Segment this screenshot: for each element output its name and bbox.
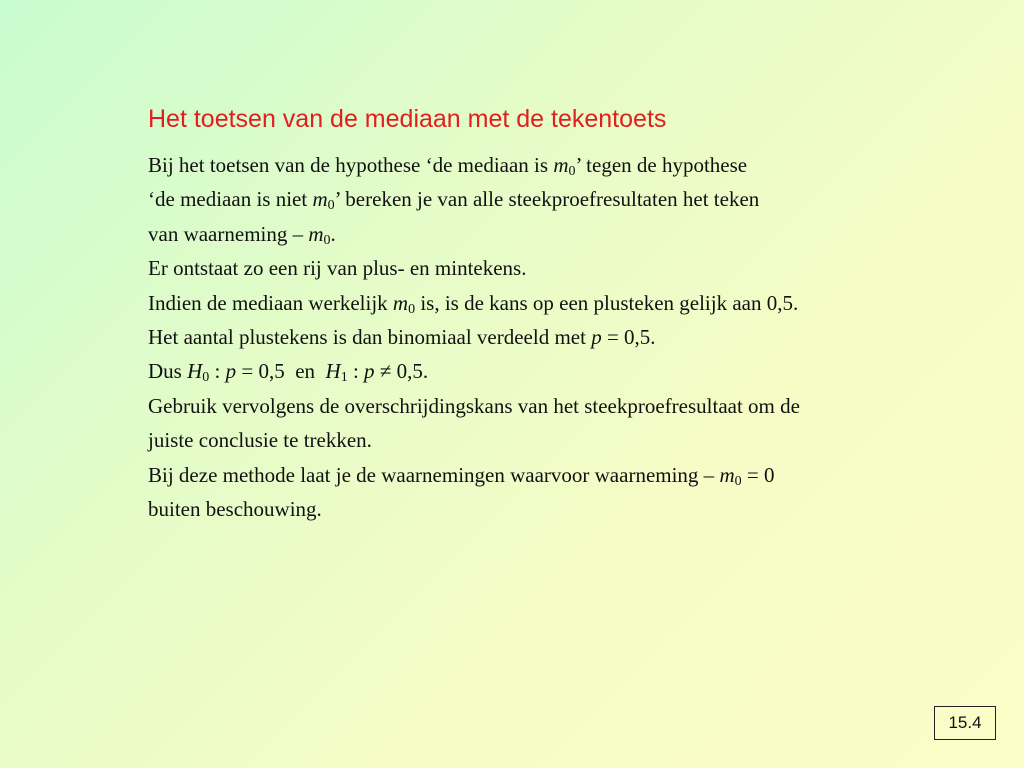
text-segment: . <box>330 221 336 246</box>
body-line-11: buiten beschouwing. <box>148 496 322 521</box>
body-line-5 <box>148 286 968 320</box>
text-segment: van waarneming – <box>148 221 309 246</box>
math-subscript: 0 <box>323 232 331 248</box>
math-variable: H <box>187 359 203 384</box>
text-segment: Dus <box>148 359 188 384</box>
math-variable: p <box>364 359 375 384</box>
text-segment: ’ bereken je van alle steekproefresultaten het teken <box>334 187 760 212</box>
text-segment: Bij deze methode laat je de waarnemingen waarvoor waarneming – <box>148 462 720 487</box>
math-variable: p <box>225 359 237 384</box>
math-variable: H <box>325 359 341 384</box>
body-line-7 <box>148 354 968 388</box>
text-segment: = 0 <box>741 462 775 487</box>
text-segment: = 0,5. <box>601 324 656 349</box>
text-segment: ’ tegen de hypothese <box>575 153 748 177</box>
text-segment: ‘de mediaan is niet <box>148 187 313 212</box>
text-segment: Indien de mediaan werkelijk <box>148 290 393 315</box>
body-line-9: juiste conclusie te trekken. <box>148 428 372 453</box>
text-segment: Bij het toetsen van de hypothese ‘de mediaan is <box>148 153 554 177</box>
math-variable: m <box>719 462 735 487</box>
text-segment: Het aantal plustekens is dan binomiaal verdeeld met <box>148 324 592 349</box>
math-subscript: 0 <box>568 164 576 179</box>
text-segment: ≠ 0,5. <box>374 359 429 384</box>
math-variable: m <box>553 153 569 177</box>
text-segment: : <box>347 359 365 384</box>
math-variable: m <box>308 221 324 246</box>
math-subscript: 0 <box>734 473 742 489</box>
math-subscript: 0 <box>327 198 335 214</box>
math-subscript: 0 <box>202 370 210 386</box>
slide-title: Het toetsen van de mediaan met de tekentoets <box>148 105 667 133</box>
body-line-4: Er ontstaat zo een rij van plus- en mintekens. <box>148 256 527 281</box>
body-line-6 <box>148 320 968 354</box>
slide-body <box>148 148 968 526</box>
math-variable: p <box>591 324 602 349</box>
body-line-1 <box>148 148 968 182</box>
body-line-10 <box>148 458 968 492</box>
math-subscript: 1 <box>340 370 348 386</box>
text-segment: is, is de kans op een plusteken gelijk aan 0,5. <box>415 290 799 315</box>
body-line-3 <box>148 217 968 251</box>
text-segment: = 0,5 en <box>236 359 326 384</box>
body-line-2 <box>148 182 968 216</box>
math-subscript: 0 <box>408 301 416 317</box>
page-number-box <box>934 706 996 740</box>
text-segment: : <box>209 359 226 384</box>
math-variable: m <box>312 187 328 212</box>
page-number: 15.4 <box>948 713 982 732</box>
math-variable: m <box>392 290 409 315</box>
body-line-8: Gebruik vervolgens de overschrijdingskans van het steekproefresultaat om de <box>148 393 800 418</box>
